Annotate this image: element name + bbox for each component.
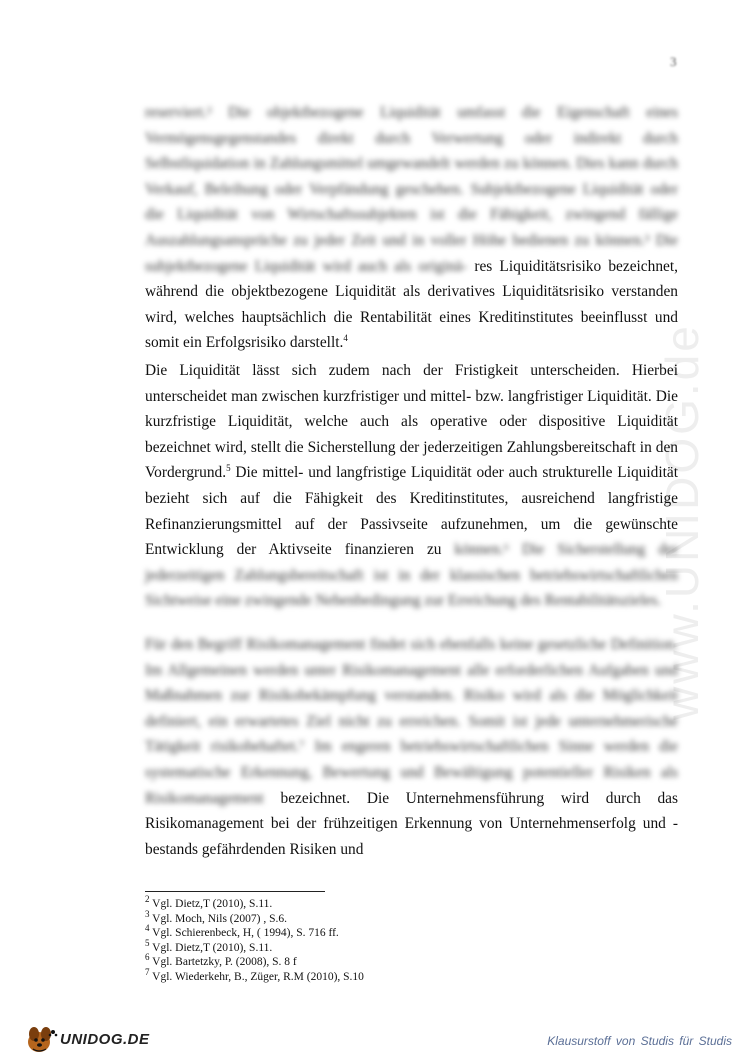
body-text: Die Liquidität lässt sich zudem nach der Fristigkeit unterscheiden. Hierbei unterscheidet man zwischen kurzfristiger und mittel- bzw. langfristiger Liquidität. Die kurzfristige Liquidität, welche auch als operative oder dispositive Liquidität bezeichnet wird, stellt die Sicherstellung der jederzeitigen Zahlungsbereitschaft in den Vordergrund. <box>145 362 678 482</box>
footnote-rule <box>145 891 325 892</box>
blurred-text: Für den Begriff Risikomanagement findet sich ebenfalls keine gesetzliche Definition. Im Allgemeinen werden unter Risikomanagement alle erforderlichen Aufgaben und Maßnahmen zur Risikobekämpfung verstanden. Risiko wird als die Möglichkeit definiert, ein erwartetes Ziel nicht zu erreichen. Somit ist jede unternehmerische Tätigkeit risikobehaftet.⁷ Im engeren betriebswirtschaftlichen Sinne werden die systematische Erkennung, Bewertung und Bewältigung potentieller Risiken als Risikomanagement <box>145 636 678 807</box>
blurred-text: können.⁶ Die Sicherstellung der jederzeitigen Zahlungsbereitschaft ist in der klassischen betriebswirtschaftlichen Sichtweise eine zwingende Nebenbedingung zur Erreichung des Rentabilitätszieles. <box>145 541 678 610</box>
footnotes-list <box>145 894 364 985</box>
footnote-ref: 5 <box>226 463 231 474</box>
footnote-item: $^4$ Vgl. Schierenbeck, H, ( 1994), S. 716 ff. <box>145 923 339 940</box>
body-text: Die mittel- und langfristige Liquidität oder auch strukturelle Liquidität bezieht sich auf die Fähigkeit des Kreditinstitutes, ausreichend langfristige Refinanzierungsmittel auf der Passivseite aufzunehmen, um die gewünschte Entwicklung der Aktivseite finanzieren zu <box>145 464 678 559</box>
body-text: res Liquiditätsrisiko bezeichnet, während die objektbezogene Liquidität als derivatives Liquiditätsrisiko verstanden wird, welches hauptsächlich die Rentabilität eines Kreditinstitutes beeinflusst und somit ein Erfolgsrisiko darstellt. <box>145 257 678 352</box>
footnote-item: $^2$ Vgl. Dietz,T (2010), S.11. <box>145 894 273 910</box>
page-number: 3 <box>670 54 677 69</box>
logo-text: UNIDOG.DE <box>60 1030 150 1048</box>
blurred-text: reserviert.² Die objektbezogene Liquidität umfasst die Eigenschaft eines Vermögensgegenstandes direkt durch Verwertung oder indirekt durch Selbstliquidation in Zahlungsmittel umgewandelt werden zu können. Dies kann durch Verkauf, Beleihung oder Verpfändung geschehen. Subjektbezogene Liquidität oder die Liquidität von Wirtschaftssubjekten ist die Fähigkeit, zwingend fällige Auszahlungsansprüche zu jeder Zeit und in voller Höhe bedienen zu können.³ Die subjektbezogene Liquidität wird auch als originä- <box>145 104 678 275</box>
dog-icon <box>22 1022 58 1056</box>
paragraph-3 <box>145 632 678 862</box>
paragraph-1 <box>145 100 678 356</box>
footnote-item: $^5$ Vgl. Dietz,T (2010), S.11. <box>145 937 273 954</box>
unidog-logo[interactable] <box>22 1022 150 1056</box>
footer <box>0 1012 750 1060</box>
tagline: Klausurstoff von Studis für Studis <box>547 1034 732 1048</box>
footnote-item: $^7$ Vgl. Wiederkehr, B., Züger, R.M (2010), S.10 <box>145 967 364 983</box>
footnote-item: $^3$ Vgl. Moch, Nils (2007) , S.6. <box>145 908 287 925</box>
footnote-item: $^6$ Vgl. Bartetzky, P. (2008), S. 8 f <box>145 952 297 969</box>
footnote-ref: 4 <box>343 333 348 344</box>
watermark: www.UNIDOG.de <box>656 323 708 720</box>
body-text: bezeichnet. Die Unternehmensführung wird durch das Risikomanagement bei der frühzeitigen Erkennung von Unternehmenserfolg und -bestands gefährdenden Risiken und <box>145 789 678 858</box>
paragraph-2 <box>145 358 678 614</box>
